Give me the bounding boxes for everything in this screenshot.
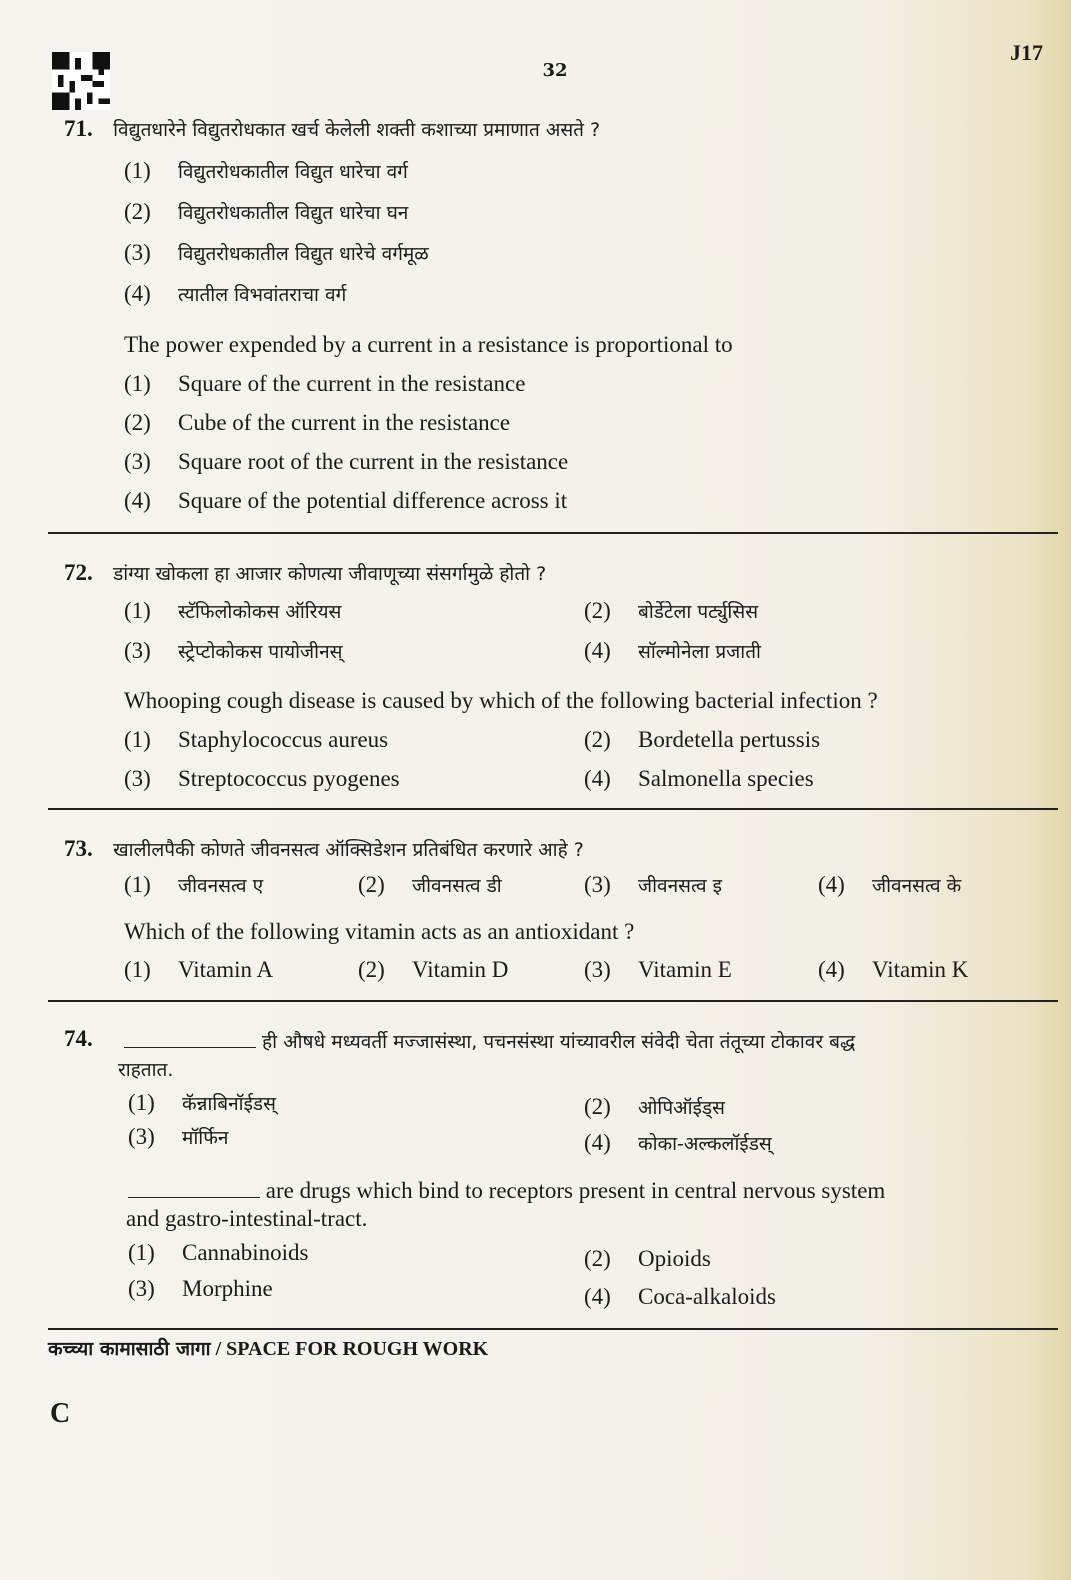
question-text-english: Which of the following vitamin acts as an antioxidant ? bbox=[124, 919, 635, 944]
page-number: 32 bbox=[542, 60, 568, 81]
option: (2) Bordetella pertussis bbox=[584, 727, 821, 752]
divider bbox=[48, 1000, 1058, 1002]
question-text-marathi: डांग्या खोकला हा आजार कोणत्या जीवाणूच्या संसर्गामुळे होतो ? bbox=[113, 563, 547, 585]
question-73 bbox=[64, 836, 584, 862]
option: (4) जीवनसत्व के bbox=[818, 872, 962, 897]
option: (1) स्टॅफिलोकोकस ऑरियस bbox=[124, 598, 342, 623]
option: (2) बोर्डेटेला पर्ट्युसिस bbox=[584, 598, 759, 623]
question-71 bbox=[64, 116, 600, 142]
question-text-marathi-cont: राहतात. bbox=[118, 1059, 174, 1081]
option: (3) Morphine bbox=[128, 1276, 273, 1301]
option: (1) Vitamin A bbox=[124, 957, 274, 982]
fill-blank bbox=[124, 1047, 256, 1048]
fill-blank bbox=[128, 1197, 260, 1198]
option: (4) Salmonella species bbox=[584, 766, 814, 791]
question-72 bbox=[64, 560, 546, 586]
option: (1) Staphylococcus aureus bbox=[124, 727, 389, 752]
option: (2) Vitamin D bbox=[358, 957, 509, 982]
question-74 bbox=[64, 1026, 93, 1052]
option: (2) विद्युतरोधकातील विद्युत धारेचा घन bbox=[124, 199, 409, 224]
question-number: 71. bbox=[64, 116, 93, 141]
question-number: 73. bbox=[64, 836, 93, 861]
option: (1) कॅन्नाबिनॉईडस् bbox=[128, 1090, 276, 1115]
question-text-english: are drugs which bind to receptors present in central nervous system bbox=[128, 1178, 885, 1204]
divider bbox=[48, 1328, 1058, 1330]
option: (4) कोका-अल्कलॉईडस् bbox=[584, 1130, 772, 1155]
question-text-marathi: ही औषधे मध्यवर्ती मज्जासंस्था, पचनसंस्था यांच्यावरील संवेदी चेता तंतूच्या टोकावर बद्ध bbox=[124, 1028, 855, 1054]
option: (3) जीवनसत्व इ bbox=[584, 872, 722, 897]
rough-work-label: कच्च्या कामासाठी जागा / SPACE FOR ROUGH WORK bbox=[48, 1338, 489, 1360]
question-number: 72. bbox=[64, 560, 93, 585]
option: (4) सॉल्मोनेला प्रजाती bbox=[584, 638, 761, 663]
option: (2) Opioids bbox=[584, 1246, 711, 1271]
option: (2) Cube of the current in the resistance bbox=[124, 410, 511, 435]
option: (3) Streptococcus pyogenes bbox=[124, 766, 400, 791]
divider bbox=[48, 532, 1058, 534]
option: (4) Vitamin K bbox=[818, 957, 969, 982]
option: (4) त्यातील विभवांतराचा वर्ग bbox=[124, 281, 347, 306]
option: (3) विद्युतरोधकातील विद्युत धारेचे वर्गमूळ bbox=[124, 240, 429, 265]
question-text-english: The power expended by a current in a resistance is proportional to bbox=[124, 332, 733, 357]
option: (3) मॉर्फिन bbox=[128, 1124, 229, 1149]
question-text-english: Whooping cough disease is caused by which of the following bacterial infection ? bbox=[124, 688, 878, 713]
option: (1) जीवनसत्व ए bbox=[124, 872, 264, 897]
option: (2) जीवनसत्व डी bbox=[358, 872, 502, 897]
option: (1) Cannabinoids bbox=[128, 1240, 309, 1265]
option: (3) Vitamin E bbox=[584, 957, 732, 982]
question-text-marathi: खालीलपैकी कोणते जीवनसत्व ऑक्सिडेशन प्रतिबंधित करणारे आहे ? bbox=[113, 839, 584, 861]
set-letter: C bbox=[50, 1398, 71, 1429]
divider bbox=[48, 808, 1058, 810]
option: (1) विद्युतरोधकातील विद्युत धारेचा वर्ग bbox=[124, 158, 408, 183]
option: (2) ओपिऑईड्स bbox=[584, 1094, 725, 1119]
question-text-marathi: विद्युतधारेने विद्युतरोधकात खर्च केलेली शक्ती कशाच्या प्रमाणात असते ? bbox=[113, 119, 601, 141]
question-number: 74. bbox=[64, 1026, 93, 1051]
paper-code: J17 bbox=[1010, 40, 1043, 65]
option: (3) Square root of the current in the resistance bbox=[124, 449, 569, 474]
option: (4) Square of the potential difference across it bbox=[124, 488, 568, 513]
option: (3) स्ट्रेप्टोकोकस पायोजीनस् bbox=[124, 638, 343, 663]
option: (4) Coca-alkaloids bbox=[584, 1284, 776, 1309]
option: (1) Square of the current in the resistance bbox=[124, 371, 526, 396]
question-text-english-cont: and gastro-intestinal-tract. bbox=[126, 1206, 368, 1231]
